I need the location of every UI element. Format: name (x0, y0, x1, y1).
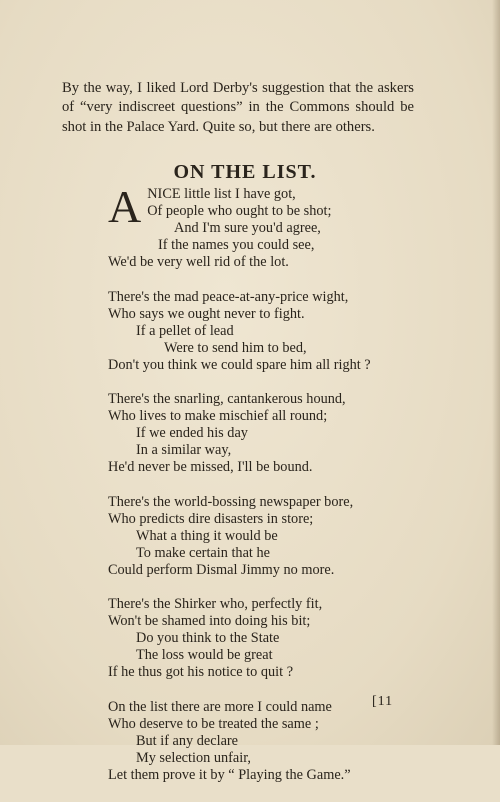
poem-title: ON THE LIST. (173, 161, 317, 184)
poem-line: If the names you could see, (158, 237, 315, 253)
poem-line: Who deserve to be treated the same ; (108, 715, 319, 732)
poem-line: Were to send him to bed, (164, 339, 307, 356)
poem-line: NICE little list I have got, (147, 186, 296, 202)
poem-line: My selection unfair, (136, 749, 251, 766)
drop-cap: A (108, 181, 142, 232)
poem-line: Who predicts dire disasters in store; (108, 510, 314, 527)
stanza-2 (108, 289, 438, 374)
stanza-6 (108, 699, 438, 784)
poem-line: And I'm sure you'd agree, (174, 220, 321, 236)
poem-line: We'd be very well rid of the lot. (108, 254, 289, 270)
poem-line: Could perform Dismal Jimmy no more. (108, 561, 335, 578)
poem-line: Who lives to make mischief all round; (108, 408, 328, 425)
poem-line: What a thing it would be (136, 527, 278, 544)
poem-line: In a similar way, (136, 442, 232, 459)
poem-line: There's the snarling, cantankerous hound, (108, 391, 346, 408)
stanza-5 (108, 596, 438, 681)
poem-line: There's the Shirker who, perfectly fit, (108, 596, 323, 613)
stanza-1 (108, 181, 438, 271)
poem-line: Do you think to the State (136, 630, 280, 647)
poem-line: There's the mad peace-at-any-price wight, (108, 288, 349, 305)
poem-line: Don't you think we could spare him all right ? (108, 356, 371, 373)
poem-line: Let them prove it by “ Playing the Game.” (108, 766, 351, 783)
intro-paragraph: By the way, I liked Lord Derby's suggestion that the askers of “very indiscreet questions” in the Commons should be shot in the Palace Yard. Quite so, but there are others. (62, 79, 414, 135)
poem-line: Of people who ought to be shot; (147, 203, 332, 219)
page-number: [11 (372, 694, 394, 709)
poem-line: But if any declare (136, 732, 239, 749)
poem-line: If he thus got his notice to quit ? (108, 664, 294, 681)
poem-line: If a pellet of lead (136, 322, 234, 339)
stanza-4 (108, 494, 438, 579)
poem-line: Won't be shamed into doing his bit; (108, 613, 311, 630)
poem-line: There's the world-bossing newspaper bore, (108, 493, 354, 510)
poem-line: On the list there are more I could name (108, 698, 332, 715)
poem-line: Who says we ought never to fight. (108, 305, 305, 322)
stanza-3 (108, 391, 438, 476)
poem-line: He'd never be missed, I'll be bound. (108, 459, 313, 476)
poem-line: To make certain that he (136, 544, 270, 561)
poem-line: The loss would be great (136, 647, 273, 664)
poem-line: If we ended his day (136, 425, 248, 442)
